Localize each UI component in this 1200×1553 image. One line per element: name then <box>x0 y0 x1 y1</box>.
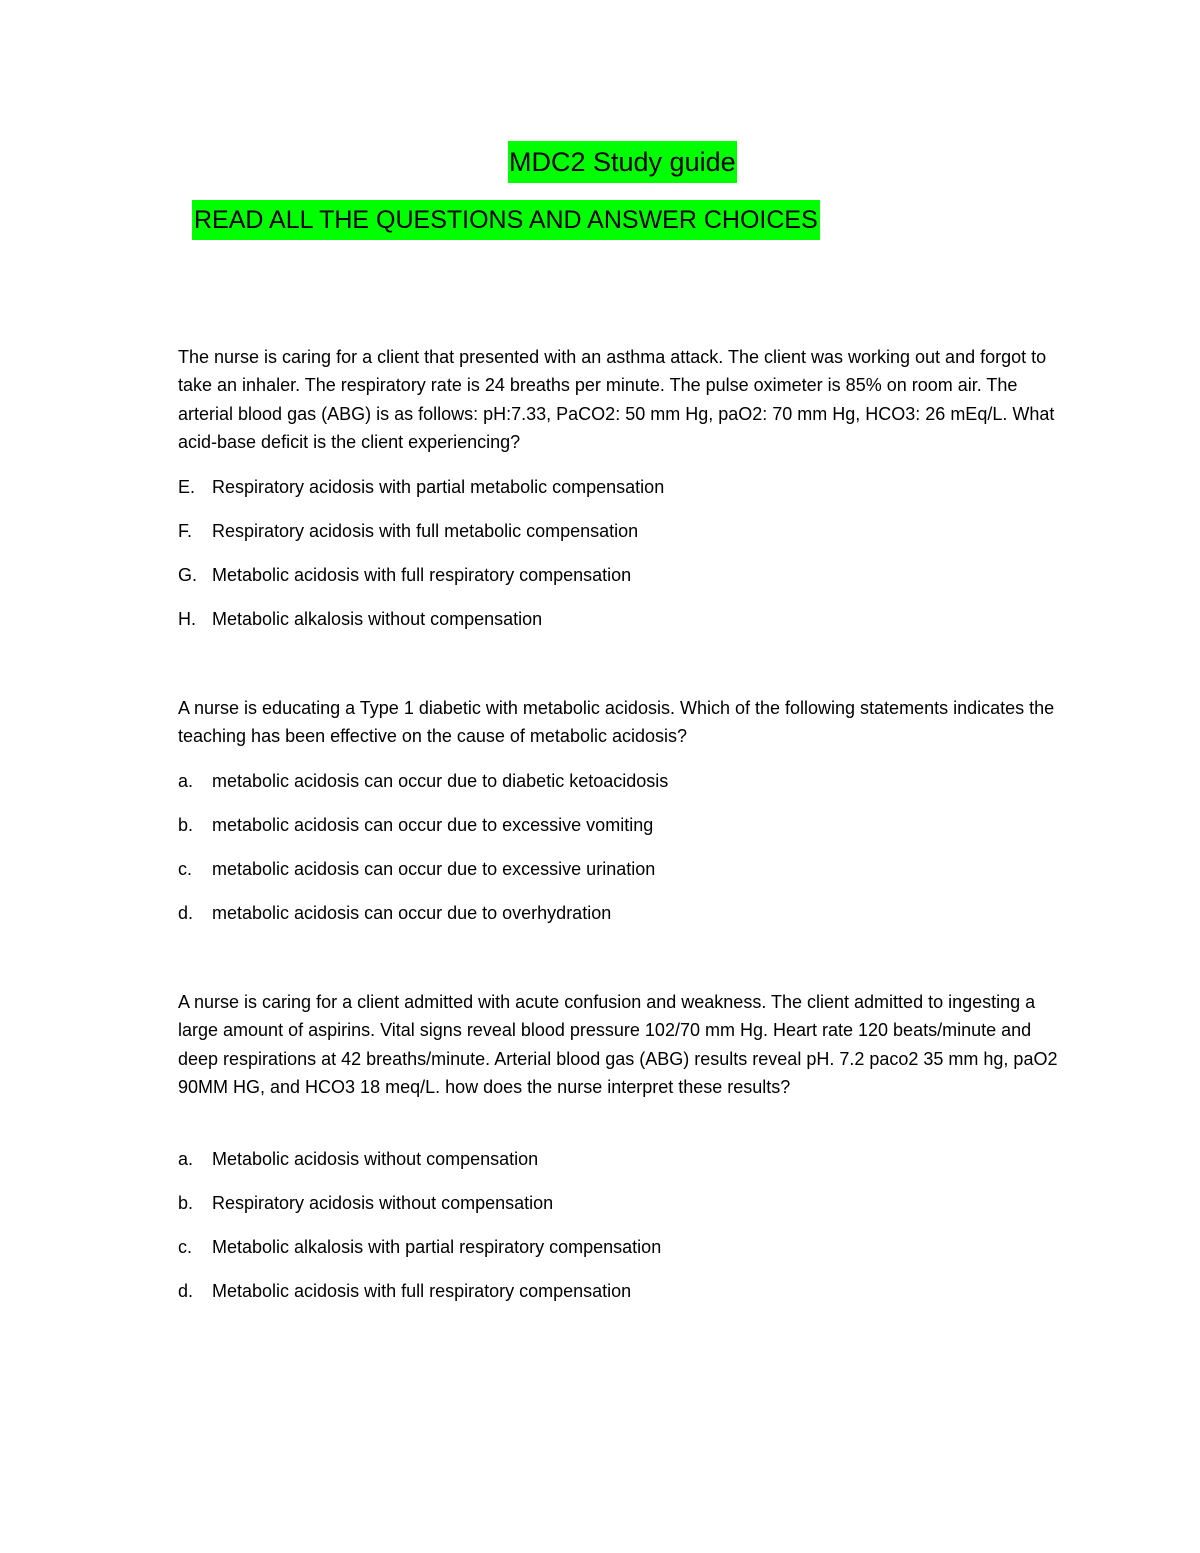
option-text: Metabolic alkalosis with partial respiratory compensation <box>212 1237 662 1257</box>
document-title: MDC2 Study guide <box>508 141 737 183</box>
answer-option <box>178 1280 1063 1324</box>
answer-option <box>178 564 1063 608</box>
question-1-text: The nurse is caring for a client that presented with an asthma attack. The client was working out and forgot to take an inhaler. The respiratory rate is 24 breaths per minute. The pulse oximeter is 85% on room air. The arterial blood gas (ABG) is as follows: pH:7.33, PaCO2: 50 mm Hg, paO2: 70 mm Hg, HCO3: 26 mEq/L. What acid-base deficit is the client experiencing? <box>178 347 1055 453</box>
option-text: Metabolic acidosis with full respiratory compensation <box>212 565 632 585</box>
option-letter: d. <box>178 1281 194 1301</box>
question-2-text: A nurse is educating a Type 1 diabetic with metabolic acidosis. Which of the following statements indicates the teaching has been effective on the cause of metabolic acidosis? <box>178 698 1055 747</box>
option-letter: a. <box>178 1149 194 1169</box>
option-letter: d. <box>178 903 194 923</box>
answer-option <box>178 770 1063 814</box>
option-text: metabolic acidosis can occur due to excessive vomiting <box>212 815 654 835</box>
question-1-options <box>178 476 1063 652</box>
option-text: Metabolic alkalosis without compensation <box>212 609 543 629</box>
answer-option <box>178 476 1063 520</box>
question-3-options <box>178 1148 1063 1324</box>
option-letter: a. <box>178 771 194 791</box>
answer-option <box>178 520 1063 564</box>
answer-option <box>178 1148 1063 1192</box>
option-letter: F. <box>178 521 193 541</box>
option-text: Respiratory acidosis with full metabolic compensation <box>212 521 639 541</box>
option-letter: c. <box>178 1237 193 1257</box>
answer-option <box>178 1192 1063 1236</box>
option-letter: G. <box>178 565 198 585</box>
option-text: Metabolic acidosis without compensation <box>212 1149 539 1169</box>
option-text: Respiratory acidosis with partial metabolic compensation <box>212 477 665 497</box>
answer-option <box>178 814 1063 858</box>
option-letter: E. <box>178 477 196 497</box>
answer-option <box>178 858 1063 902</box>
option-text: metabolic acidosis can occur due to diabetic ketoacidosis <box>212 771 669 791</box>
option-text: Metabolic acidosis with full respiratory compensation <box>212 1281 632 1301</box>
option-letter: b. <box>178 1193 194 1213</box>
question-2-options <box>178 770 1063 946</box>
option-letter: H. <box>178 609 196 629</box>
question-3-text: A nurse is caring for a client admitted with acute confusion and weakness. The client admitted to ingesting a large amount of aspirins. Vital signs reveal blood pressure 102/70 mm Hg. Heart rate 120 beats/minute and deep respirations at 42 breaths/minute. Arterial blood gas (ABG) results reveal pH. 7.2 paco2 35 mm hg, paO2 90MM HG, and HCO3 18 meq/L. how does the nurse interpret these results? <box>178 992 1058 1098</box>
document-instructions: READ ALL THE QUESTIONS AND ANSWER CHOICES <box>192 200 820 240</box>
answer-option <box>178 902 1063 946</box>
option-letter: c. <box>178 859 193 879</box>
answer-option <box>178 608 1063 652</box>
option-text: metabolic acidosis can occur due to overhydration <box>212 903 612 923</box>
option-text: Respiratory acidosis without compensation <box>212 1193 554 1213</box>
option-letter: b. <box>178 815 194 835</box>
option-text: metabolic acidosis can occur due to excessive urination <box>212 859 656 879</box>
answer-option <box>178 1236 1063 1280</box>
